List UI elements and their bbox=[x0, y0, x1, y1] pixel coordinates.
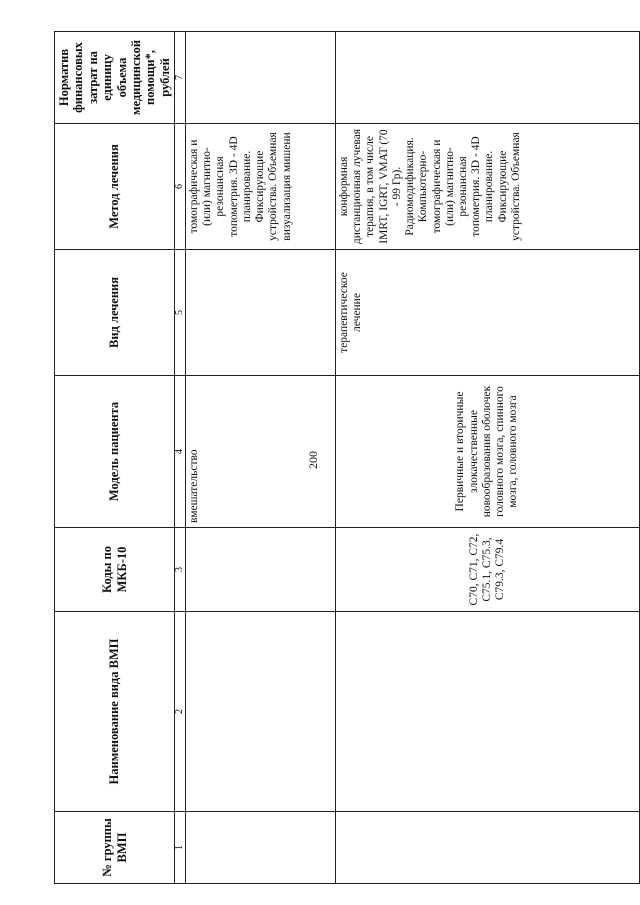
cell-codes: C70, C71, C72, C75.1, C75.3, C79.3, C79.4 bbox=[336, 528, 640, 612]
page-number: 200 bbox=[306, 451, 320, 469]
column-number: 3 bbox=[175, 528, 186, 612]
header-method: Метод лечения bbox=[55, 124, 175, 250]
column-number: 6 bbox=[175, 124, 186, 250]
cell-type bbox=[186, 250, 336, 376]
cell-method: конформная дистанционная лучевая терапия, в том числе IMRT, IGRT, VMAT (70 - 99 Гр). Радиомодификация. Компьютерно-томографическая и (или) магнитно-резонансная топометрия. 3D - 4D планирование. Фиксирующие устройства. Объемная bbox=[336, 124, 640, 250]
column-number: 1 bbox=[175, 812, 186, 884]
column-number: 2 bbox=[175, 612, 186, 812]
cell-group bbox=[186, 812, 336, 884]
header-name: Наименование вида ВМП bbox=[55, 612, 175, 812]
table-row bbox=[186, 32, 336, 884]
cell-norm bbox=[336, 32, 640, 124]
cell-type: терапевтическое лечение bbox=[336, 250, 640, 376]
cell-norm bbox=[186, 32, 336, 124]
table-row bbox=[336, 32, 640, 884]
cell-method: томографическая и (или) магнитно-резонансная топометрия. 3D - 4D планирование. Фиксирующие устройства. Объемная визуализация мишени bbox=[186, 124, 336, 250]
column-number-row bbox=[175, 32, 186, 884]
column-number: 5 bbox=[175, 250, 186, 376]
header-norm: Норматив финансовых затрат на единицу объема медицинской помощи*, рублей bbox=[55, 32, 175, 124]
column-number: 4 bbox=[175, 376, 186, 528]
cell-codes bbox=[186, 528, 336, 612]
cell-name bbox=[186, 612, 336, 812]
header-codes: Коды по МКБ-10 bbox=[55, 528, 175, 612]
cell-model: Первичные и вторичные злокачественные новообразования оболочек головного мозга, спинного мозга, головного мозга bbox=[336, 376, 640, 528]
header-model: Модель пациента bbox=[55, 376, 175, 528]
column-number: 7 bbox=[175, 32, 186, 124]
header-row bbox=[55, 32, 175, 884]
header-group: № группы ВМП bbox=[55, 812, 175, 884]
header-type: Вид лечения bbox=[55, 250, 175, 376]
cell-model: вмешательство bbox=[186, 376, 336, 528]
cell-group bbox=[336, 812, 640, 884]
vmp-table bbox=[54, 31, 640, 884]
cell-name bbox=[336, 612, 640, 812]
